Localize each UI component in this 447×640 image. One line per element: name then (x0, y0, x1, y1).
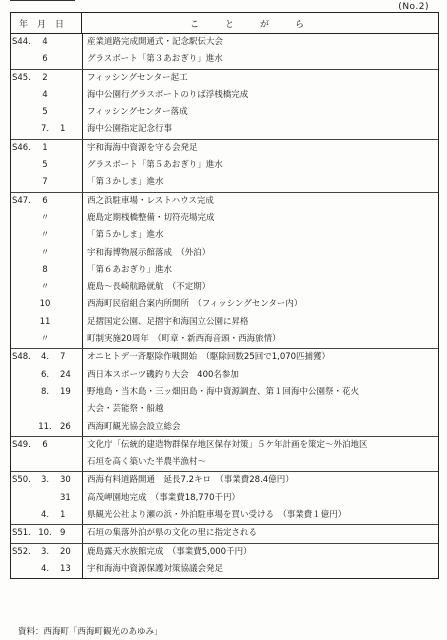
row-day: 31 (58, 490, 83, 507)
row-month: 5 (42, 160, 48, 171)
row-day: 9 (58, 525, 83, 542)
history-table (10, 12, 439, 579)
row-event: グラスボート「第５あおぎり」進水 (87, 160, 223, 171)
table-row (11, 314, 438, 331)
row-event: 西海町民宿組合案内所開所 （フィッシングセンター内） (87, 299, 303, 310)
table-row (11, 174, 438, 191)
row-month: 10. (38, 528, 52, 539)
row-event: 鹿島露天水族館完成 （事業費5,000千円） (87, 546, 252, 557)
row-event: 鹿島～長崎航路就航 （不定期） (87, 282, 211, 293)
row-day: 1 (58, 121, 83, 138)
table-row (11, 87, 438, 104)
row-era: S44. (12, 37, 31, 47)
row-event: 西海町観光協会設立総会 (87, 421, 181, 432)
row-month: 4. (40, 352, 50, 363)
row-day: 24 (58, 367, 83, 384)
table-row (11, 34, 438, 51)
row-month: 11 (39, 316, 51, 327)
row-month: 〃 (40, 247, 50, 258)
table-row (11, 104, 438, 121)
row-event: 海中公園行グラスボートのりば浮桟橋完成 (87, 89, 249, 100)
row-day (58, 51, 83, 68)
top-rule (10, 0, 75, 1)
row-day (58, 104, 83, 121)
row-era: S49. (12, 439, 31, 450)
row-event: 「第５かしま」進水 (87, 230, 164, 241)
row-month: 6 (42, 195, 48, 206)
row-day: 20 (58, 544, 83, 561)
row-day (58, 70, 83, 87)
row-month: 〃 (40, 282, 50, 293)
table-row (11, 210, 438, 227)
row-event: 西海有料道路開通 延長7.2キロ （事業費28.4億円） (87, 475, 294, 486)
row-event: 「第３かしま」進水 (87, 177, 164, 188)
row-event: 石垣の集落外泊が県の文化の里に指定される (87, 528, 258, 539)
row-month: 3. (40, 475, 50, 486)
row-day (58, 157, 83, 174)
row-day (58, 437, 83, 472)
table-row (11, 367, 438, 384)
table-row (11, 419, 438, 436)
row-day (58, 279, 83, 296)
row-day (58, 262, 83, 279)
table-row (11, 507, 438, 524)
row-era (11, 367, 32, 384)
row-month: 8 (42, 264, 48, 275)
table-row (11, 157, 438, 174)
row-era (11, 157, 32, 174)
row-day: 7 (58, 349, 83, 366)
row-era (11, 245, 32, 262)
table-row (11, 490, 438, 507)
table-row (11, 227, 438, 244)
row-month (32, 490, 58, 507)
table-row (11, 262, 438, 279)
row-event: 「第６あおぎり」進水 (87, 264, 173, 275)
table-row (11, 543, 438, 561)
row-day (58, 87, 83, 104)
table-row (11, 245, 438, 262)
row-era (11, 262, 32, 279)
row-day (58, 34, 83, 51)
row-event: 海中公園指定記念行事 (87, 124, 173, 135)
row-era (11, 227, 32, 244)
row-month: 6 (42, 439, 48, 450)
row-month: 〃 (40, 334, 50, 345)
table-row (11, 524, 438, 542)
row-event: 西之浜駐車場・レストハウス完成 (87, 195, 214, 206)
table-body (11, 34, 438, 578)
row-day: 1 (58, 507, 83, 524)
table-row (11, 51, 438, 68)
row-month: 4 (42, 37, 48, 47)
row-day (58, 245, 83, 262)
row-era (11, 87, 32, 104)
row-event: 高茂岬園地完成 （事業費18,770千円） (87, 492, 240, 503)
row-event: 県観光公社より瀬の浜・外泊駐車場を買い受ける （事業費１億円） (87, 510, 347, 521)
row-era: S46. (12, 142, 31, 153)
row-era (11, 561, 32, 578)
table-row (11, 192, 438, 210)
row-event: 宇和海博物展示館落成 （外泊） (87, 247, 211, 258)
row-era (11, 174, 32, 191)
row-event: 足摺国定公園、足摺宇和海国立公園に昇格 (87, 316, 249, 327)
row-day (58, 174, 83, 191)
row-era (11, 51, 32, 68)
row-month: 〃 (40, 230, 50, 241)
row-event: フィッシングセンター落成 (87, 107, 188, 118)
table-row (11, 279, 438, 296)
row-month: 3. (40, 546, 50, 557)
row-day (58, 140, 83, 157)
row-month: 5 (42, 107, 48, 118)
row-day (58, 296, 83, 313)
row-era (11, 331, 32, 348)
row-event: 文化庁「伝統的建造物群保存地区保存対策」５ケ年計画を策定～外泊地区 石垣を高く築いた半農半漁村～ (87, 439, 368, 468)
row-event: 野地島・当木島・三ッ畑田島・海中資源調査、第１回海中公園祭・花火 大会・芸能祭・船越 (87, 386, 360, 415)
row-month: 4. (40, 563, 50, 574)
table-row (11, 331, 438, 348)
row-era (11, 104, 32, 121)
row-event: 町制実施20周年 （町章・新西海音頭・西海旅情） (87, 334, 281, 345)
row-month: 〃 (40, 212, 50, 223)
row-day (58, 227, 83, 244)
source-note: 資料：西海町「西海町観光のあゆみ」 (18, 627, 163, 637)
row-era (11, 490, 32, 507)
row-event: 西日本スポーツ磯釣り大会 400名参加 (87, 369, 239, 380)
row-month: 4 (42, 89, 48, 100)
row-era (11, 210, 32, 227)
row-month: 7 (42, 177, 48, 188)
table-row (11, 436, 438, 472)
row-day: 26 (58, 419, 83, 436)
row-era (11, 279, 32, 296)
table-row (11, 139, 438, 157)
row-month: 8. (40, 386, 50, 397)
row-day (58, 210, 83, 227)
row-era: S50. (12, 475, 31, 486)
row-month: 10 (39, 299, 51, 310)
row-era (11, 121, 32, 138)
row-event: 宇和海海中資源を守る会発足 (87, 142, 198, 153)
row-era: S47. (12, 195, 31, 206)
row-era (11, 314, 32, 331)
row-event: グラスボート「第３あおぎり」進水 (87, 54, 223, 65)
table-row (11, 561, 438, 578)
header-event: ことがら (189, 19, 330, 30)
table-row (11, 69, 438, 87)
table-header (11, 13, 438, 34)
row-day (58, 331, 83, 348)
table-row (11, 471, 438, 489)
row-era (11, 296, 32, 313)
row-event: オニヒトデ一斉駆除作戦開始 （駆除回数25回で1,070匹捕獲） (87, 352, 331, 363)
table-row (11, 296, 438, 313)
row-era: S52. (12, 546, 31, 557)
row-event: 宇和海海中資源保護対策協議会発足 (87, 563, 224, 574)
row-month: 7. (40, 124, 50, 135)
table-row (11, 121, 438, 138)
row-event: 産業道路完成開通式・記念駅伝大会 (87, 37, 224, 47)
header-date: 年月日 (11, 13, 82, 33)
row-era (11, 384, 32, 419)
row-event: 鹿島定期桟橋整備・切符売場完成 (87, 212, 215, 223)
row-month: 4. (40, 510, 50, 521)
row-event: フィッシングセンター起工 (87, 72, 188, 83)
row-day: 13 (58, 561, 83, 578)
row-month: 6. (40, 369, 50, 380)
row-era: S48. (12, 352, 31, 363)
row-era (11, 419, 32, 436)
page-number: ( No.2 ) (398, 2, 429, 12)
row-era (11, 507, 32, 524)
row-month: 6 (42, 54, 48, 65)
row-era: S45. (12, 72, 31, 83)
row-month: 2 (42, 72, 48, 83)
row-month: 11. (38, 421, 52, 432)
table-row (11, 384, 438, 419)
row-month: 1 (42, 142, 48, 153)
table-row (11, 348, 438, 366)
row-era: S51. (12, 528, 31, 539)
row-day: 30 (58, 472, 83, 489)
row-day (58, 314, 83, 331)
row-day: 19 (58, 384, 83, 419)
row-day (58, 193, 83, 210)
